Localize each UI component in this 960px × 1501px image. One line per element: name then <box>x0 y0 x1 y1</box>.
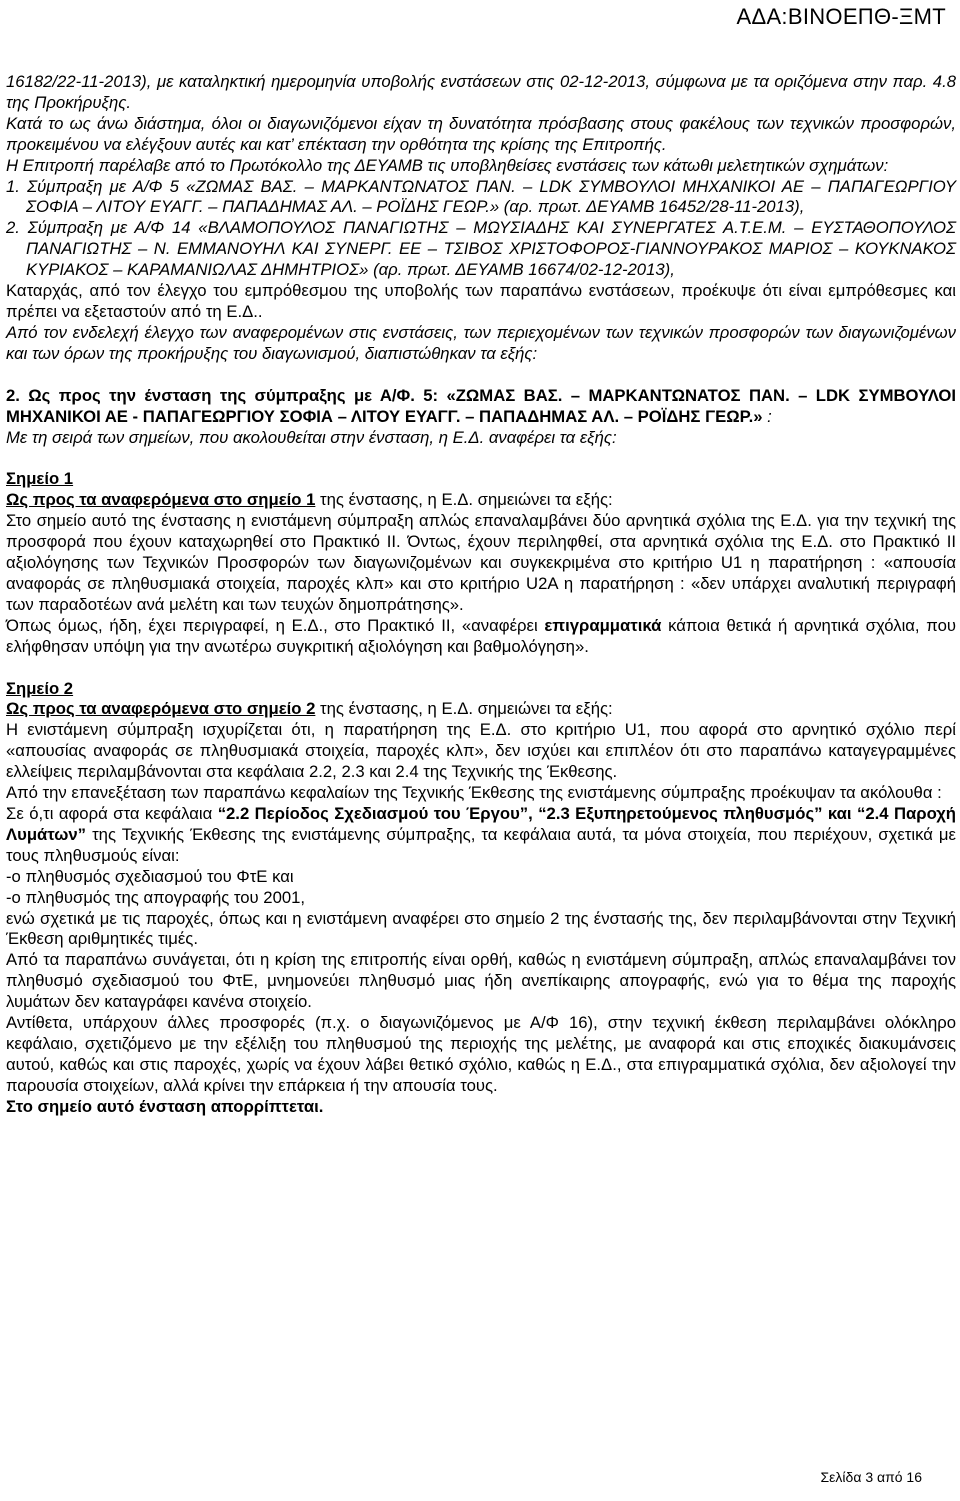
paragraph: Στο σημείο αυτό της ένστασης η ενιστάμενη σύμπραξη απλώς επαναλαμβάνει δύο αρνητικά σχόλια της Ε.Δ. για την τεχνική της προσφορά που έχουν καταχωρηθεί στο Πρακτικό ΙΙ. Όντως, έχουν περιληφθεί, στα αρνητικά σχόλια της Ε.Δ. στο Πρακτικό ΙΙ αξιολόγησης των Τεχνικών Προσφορών των διαγωνιζομένων και συγκεκριμένα στο κριτήριο U1 η παρατήρηση : «απουσία αναφοράς σε πληθυσμιακά στοιχεία, παροχές κλπ» και στο κριτήριο U2A η παρατήρηση : «δεν υπάρχει αναλυτική περιγραφή των παραδοτέων ανά μελέτη και των τευχών δημοπράτησης». <box>6 511 956 614</box>
paragraph: 16182/22-11-2013), με καταληκτική ημερομηνία υποβολής ενστάσεων στις 02-12-2013, σύμφωνα με τα οριζόμενα στην παρ. 4.8 της Προκήρυξης. <box>6 72 956 112</box>
list-item: 2. Σύμπραξη με Α/Φ 14 «ΒΛΑΜΟΠΟΥΛΟΣ ΠΑΝΑΓΙΩΤΗΣ – ΜΩΥΣΙΑΔΗΣ ΚΑΙ ΣΥΝΕΡΓΑΤΕΣ Α.Τ.Ε.Μ. – ΕΥΣΤΑΘΟΠΟΥΛΟΣ ΠΑΝΑΓΙΩΤΗΣ – Ν. ΕΜΜΑΝΟΥΗΛ ΚΑΙ ΣΥΝΕΡΓ. ΕΕ – ΤΣΙΒΟΣ ΧΡΙΣΤΟΦΟΡΟΣ-ΓΙΑΝΝΟΥΡΑΚΟΣ ΜΑΡΙΟΣ – ΚΟΥΚΝΑΚΟΣ ΚΥΡΙΑΚΟΣ – ΚΑΡΑΜΑΝΙΩΛΑΣ ΔΗΜΗΤΡΙΟΣ» (αρ. πρωτ. ΔΕΥΑΜΒ 16674/02-12-2013), <box>6 218 956 280</box>
point-2-subtitle-rest: της ένστασης, η Ε.Δ. σημειώνει τα εξής: <box>315 699 613 719</box>
text-run: της Τεχνικής Έκθεσης της ενιστάμενης σύμπραξης, τα κεφάλαια αυτά, τα μόνα στοιχεία, που περιέχουν, σχετικά με τους πληθυσμούς είναι: <box>6 824 956 865</box>
paragraph: Καταρχάς, από τον έλεγχο του εμπρόθεσμου της υποβολής των παραπάνω ενστάσεων, προέκυψε ότι είναι εμπρόθεσμες και πρέπει να εξεταστούν από τη Ε.Δ.. <box>6 281 956 321</box>
paragraph <box>6 804 956 867</box>
text-run: Όπως όμως, ήδη, έχει περιγραφεί, η Ε.Δ., στο Πρακτικό ΙΙ, «αναφέρει <box>6 615 545 635</box>
point-1-subtitle-rest: της ένστασης, η Ε.Δ. σημειώνει τα εξής: <box>315 490 613 510</box>
point-1-subtitle-bold: Ως προς τα αναφερόμενα στο σημείο 1 <box>6 490 316 510</box>
paragraph: -ο πληθυσμός της απογραφής του 2001, <box>6 887 306 907</box>
paragraph: Από τον ενδελεχή έλεγχο των αναφερομένων στις ενστάσεις, των περιεχομένων των τεχνικών προσφορών των διαγωνιζομένων και των όρων της προκήρυξης του διαγωνισμού, διαπιστώθηκαν τα εξής: <box>6 322 956 363</box>
paragraph: Από τα παραπάνω συνάγεται, ότι η κρίση της επιτροπής είναι ορθή, καθώς η ενιστάμενη σύμπραξη, απλώς επαναλαμβάνει τον πληθυσμό σχεδιασμού του ΦτΕ, μνημονεύει πληθυσμό μιας ήδη ανεπίκαιρης απογραφής, ενώ για το θέμα της παροχής λυμάτων δεν καταγράφει κανένα στοιχείο. <box>6 950 956 1012</box>
conclusion: Στο σημείο αυτό ένσταση απορρίπτεται. <box>6 1096 324 1116</box>
section-heading <box>6 386 956 428</box>
point-2-subtitle <box>6 699 956 720</box>
list-item: 1. Σύμπραξη με Α/Φ 5 «ΖΩΜΑΣ ΒΑΣ. – ΜΑΡΚΑΝΤΩΝΑΤΟΣ ΠΑΝ. – LDK ΣΥΜΒΟΥΛΟΙ ΜΗΧΑΝΙΚΟΙ ΑΕ – ΠΑΠΑΓΕΩΡΓΙΟΥ ΣΟΦΙΑ – ΛΙΤΟΥ ΕΥΑΓΓ. – ΠΑΠΑΔΗΜΑΣ ΑΛ. – ΡΟΪΔΗΣ ΓΕΩΡ.» (αρ. πρωτ. ΔΕΥΑΜΒ 16452/28-11-2013), <box>6 176 956 217</box>
text-run: κάποια θετικά ή αρνητικά σχόλια, που ελήφθησαν υπόψη για την ανωτέρω συγκριτική αξιολόγηση και βαθμολόγηση». <box>6 615 956 656</box>
paragraph: ενώ σχετικά με τις παροχές, όπως και η ενιστάμενη αναφέρει στο σημείο 2 της ένστασής της, δεν περιλαμβάνονται στην Τεχνική Έκθεση αριθμητικές τιμές. <box>6 908 956 949</box>
ada-code: ΑΔΑ:ΒΙΝΟΕΠΘ-ΞΜΤ <box>736 4 946 29</box>
text-run-bold: “2.2 Περίοδος Σχεδιασμού του Έργου”, “2.3 Εξυπηρετούμενος πληθυσμός” και “2.4 Παροχή Λυμάτων” <box>6 804 956 844</box>
point-2-subtitle-bold: Ως προς τα αναφερόμενα στο σημείο 2 <box>6 699 316 719</box>
document-body <box>6 72 956 1118</box>
paragraph: Η ενιστάμενη σύμπραξη ισχυρίζεται ότι, η παρατήρηση της Ε.Δ. στο κριτήριο U1, που αφορά στο αρνητικό σχόλιο περί «απουσίας αναφοράς σε πληθυσμιακά στοιχεία, παροχές κλπ», δεν ισχύει και επιπλέον ότι στο παραπάνω καταγεγραμμένες ελλείψεις περιλαμβάνονται στα κεφάλαια 2.2, 2.3 και 2.4 της Τεχνικής της Έκθεσης. <box>6 720 956 782</box>
paragraph: Αντίθετα, υπάρχουν άλλες προσφορές (π.χ. ο διαγωνιζόμενος με Α/Φ 16), στην τεχνική έκθεση περιλαμβάνει ολόκληρο κεφάλαιο, σχετιζόμενο με την εξέλιξη του πληθυσμού της περιοχής της μελέτης, με αναφορά και στις εποχικές διακυμάνσεις αυτού, καθώς και στις παροχές, χωρίς να έχουν λάβει θετικό σχόλιο, καθώς η Ε.Δ., στα επιγραμματικά σχόλια, δεν αξιολογεί την παρουσία στοιχείων, αλλά κρίνει την επάρκεια ή την απουσία τους. <box>6 1013 956 1095</box>
point-1-subtitle <box>6 490 956 511</box>
paragraph: Από την επανεξέταση των παραπάνω κεφαλαίων της Τεχνικής Έκθεσης της ενιστάμενης σύμπραξης προέκυψαν τα ακόλουθα : <box>6 783 942 803</box>
page-number: Σελίδα 3 από 16 <box>820 1469 922 1485</box>
paragraph: Με τη σειρά των σημείων, που ακολουθείται στην ένσταση, η Ε.Δ. αναφέρει τα εξής: <box>6 427 617 447</box>
paragraph <box>6 616 956 658</box>
paragraph: -ο πληθυσμός σχεδιασμού του ΦτΕ και <box>6 866 294 886</box>
text-run-bold: επιγραμματικά <box>544 615 662 635</box>
point-1-title: Σημείο 1 <box>6 469 74 489</box>
paragraph: Η Επιτροπή παρέλαβε από το Πρωτόκολλο της ΔΕΥΑΜΒ τις υποβληθείσες ενστάσεις των κάτωθι μελετητικών σχημάτων: <box>6 155 889 175</box>
paragraph: Κατά το ως άνω διάστημα, όλοι οι διαγωνιζόμενοι είχαν τη δυνατότητα πρόσβασης στους φακέλους των τεχνικών προσφορών, προκειμένου να ελέγξουν αυτές και κατ’ επέκταση την ορθότητα της κρίσης της Επιτροπής. <box>6 113 956 154</box>
objection-list <box>6 177 956 282</box>
section-heading-tail: : <box>762 406 772 426</box>
text-run: Σε ό,τι αφορά στα κεφάλαια <box>6 804 218 823</box>
point-2-title: Σημείο 2 <box>6 678 74 698</box>
section-heading-text: 2. Ως προς την ένσταση της σύμπραξης με Α/Φ. 5: «ΖΩΜΑΣ ΒΑΣ. – ΜΑΡΚΑΝΤΩΝΑΤΟΣ ΠΑΝ. – LDK ΣΥΜΒΟΥΛΟΙ ΜΗΧΑΝΙΚΟΙ ΑΕ - ΠΑΠΑΓΕΩΡΓΙΟΥ ΣΟΦΙΑ – ΛΙΤΟΥ ΕΥΑΓΓ. – ΠΑΠΑΔΗΜΑΣ ΑΛ. – ΡΟΪΔΗΣ ΓΕΩΡ.» <box>6 385 956 426</box>
